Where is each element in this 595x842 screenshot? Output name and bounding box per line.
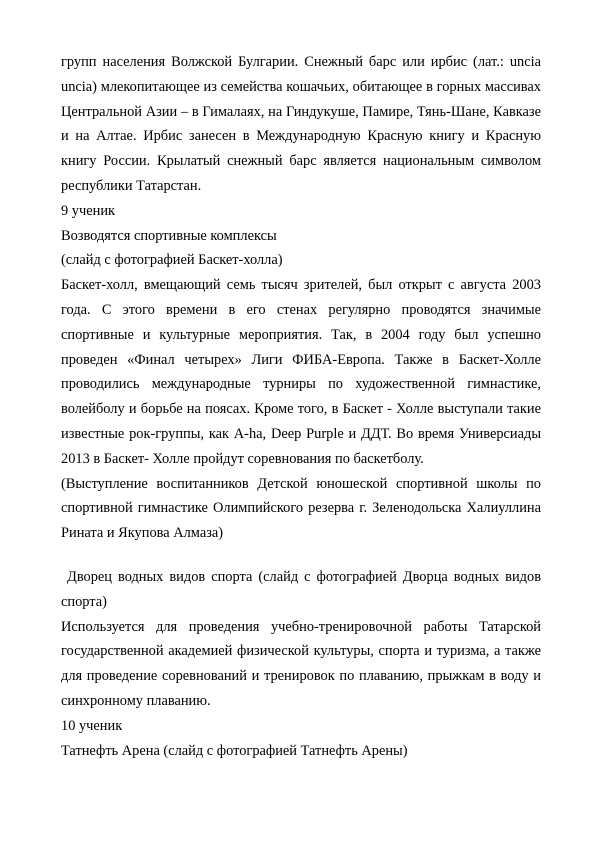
paragraph-snow-leopard: групп населения Волжской Булгарии. Снежный барс или ирбис (лат.: uncia uncia) млекопитающее из семейства кошачьих, обитающее в горных массивах Центральной Азии – в Гималаях, на Гиндукуше, Памире, Тянь-Шане, Кавказе и на Алтае. Ирбис занесен в Международную Красную книгу и Красную книгу России. Крылатый снежный барс является национальным символом республики Татарстан. — [61, 54, 541, 194]
paragraph-aquatics-palace: Используется для проведения учебно-тренировочной работы Татарской государственной академией физической культуры, спорта и туризма, а также для проведение соревнований и тренировок по плаванию, прыжкам в воду и синхронному плаванию. — [61, 618, 541, 709]
student-10-label: 10 ученик — [61, 717, 123, 734]
student-9-label: 9 ученик — [61, 202, 116, 219]
paragraph-performance-note: (Выступление воспитанников Детской юношеской спортивной школы по спортивной гимнастике Олимпийского резерва г. Зеленодольска Халиуллина Рината и Якупова Алмаза) — [61, 475, 541, 542]
paragraph-gap — [61, 546, 541, 565]
document-body — [61, 50, 541, 763]
heading-tatneft-arena: Татнефть Арена (слайд с фотографией Татнефть Арены) — [61, 742, 408, 759]
slide-note-basket-hall: (слайд с фотографией Баскет-холла) — [61, 252, 283, 269]
paragraph-basket-hall: Баскет-холл, вмещающий семь тысяч зрителей, был открыт с августа 2003 года. С этого времени в его стенах регулярно проводятся значимые спортивные и культурные мероприятия. Так, в 2004 году был успешно проведен «Финал четырех» Лиги ФИБА-Европа. Также в Баскет-Холле проводились международные турниры по художественной гимнастике, волейболу и борьбе на поясах. Кроме того, в Баскет - Холле выступали такие известные рок-группы, как A-ha, Deep Purple и ДДТ. Во время Универсиады 2013 в Баскет- Холле пройдут соревнования по баскетболу. — [61, 277, 541, 467]
heading-aquatics-palace: Дворец водных видов спорта (слайд с фотографией Дворца водных видов спорта) — [61, 568, 541, 610]
heading-sports-complexes: Возводятся спортивные комплексы — [61, 227, 277, 244]
